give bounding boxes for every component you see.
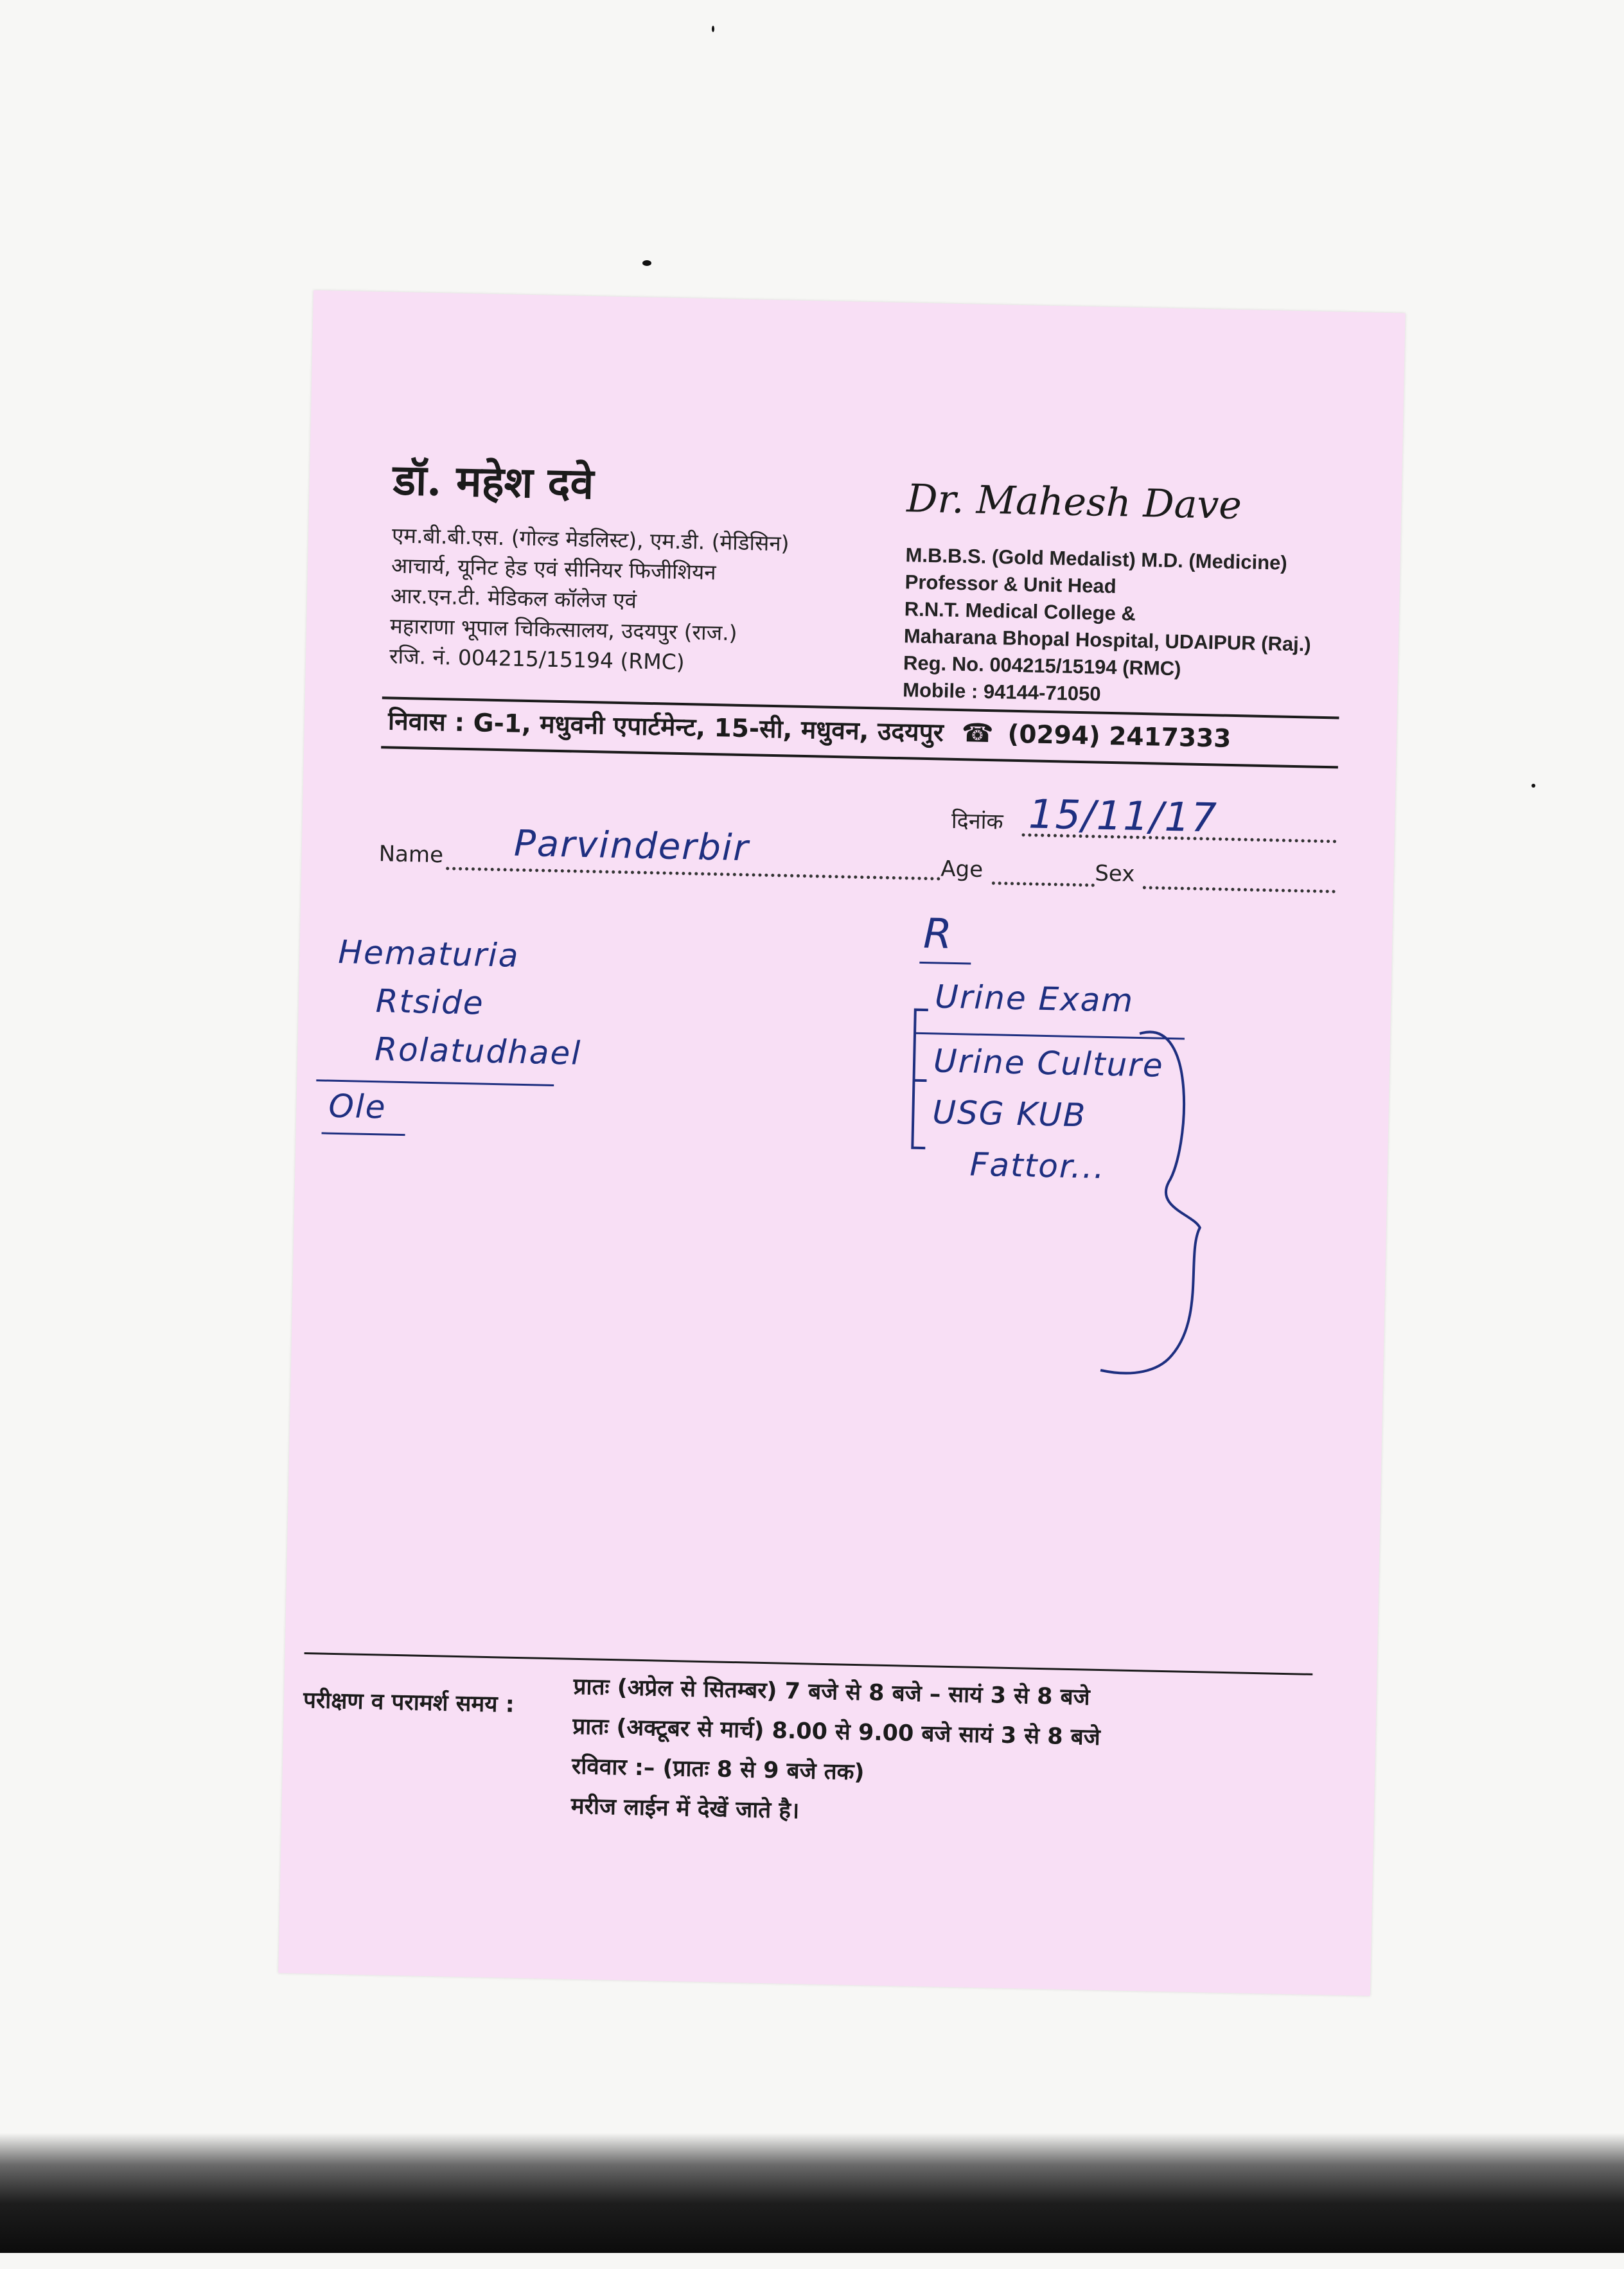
phone-number: (0294) 2417333 — [1007, 720, 1231, 754]
doctor-name-hindi: डॉ. महेश दवे — [393, 454, 595, 509]
timing-label: परीक्षण व परामर्श समय : — [303, 1688, 515, 1718]
designation-hindi: आचार्य, यूनिट हेड एवं सीनियर फिजीशियन — [391, 552, 716, 585]
note-underline — [316, 1079, 554, 1086]
rx-item-1: Urine Exam — [934, 978, 1134, 1020]
rx-symbol: R — [922, 910, 954, 958]
qualification-english: M.B.B.S. (Gold Medalist) M.D. (Medicine) — [905, 543, 1288, 574]
footer-rule — [304, 1652, 1313, 1675]
rx-item-2: Urine Culture — [933, 1042, 1165, 1084]
telephone-icon: ☎ — [961, 718, 994, 749]
note-duration: Ole — [328, 1087, 387, 1126]
hospital-english: Maharana Bhopal Hospital, UDAIPUR (Raj.) — [903, 624, 1312, 656]
note-complaint: Hematuria — [337, 933, 520, 975]
timing-winter: प्रातः (अक्टूबर से मार्च) 8.00 से 9.00 बजे सायं 3 से 8 बजे — [572, 1713, 1101, 1751]
doctor-name-english: Dr. Mahesh Dave — [906, 476, 1242, 529]
address-line — [388, 703, 1231, 754]
note-radiation: Rolatudhael — [374, 1030, 582, 1072]
hospital-hindi: महाराणा भूपाल चिकित्सालय, उदयपुर (राज.) — [389, 613, 737, 646]
college-english: R.N.T. Medical College & — [904, 597, 1136, 625]
patient-name: Parvinderbir — [513, 822, 750, 870]
address-text: निवास : G-1, मधुवनी एपार्टमेन्ट, 15-सी, मधुवन, उदयपुर — [387, 707, 944, 748]
name-dotted-line — [446, 867, 940, 880]
bracket-mark — [893, 1003, 935, 1158]
date-value: 15/11/17 — [1028, 790, 1219, 842]
sex-dotted-line — [1143, 886, 1336, 893]
rx-underline — [919, 962, 971, 965]
name-label: Name — [378, 841, 444, 869]
note-duration-underline — [322, 1132, 405, 1136]
registration-hindi: रजि. नं. 004215/15194 (RMC) — [389, 643, 685, 675]
note-side: Rtside — [375, 982, 485, 1022]
rx-item-4: Fattor... — [969, 1145, 1106, 1186]
timing-sunday: रविवार :– (प्रातः 8 से 9 बजे तक) — [571, 1753, 865, 1786]
queue-note: मरीज लाईन में देखें जाते है। — [570, 1793, 800, 1824]
prescription-slip — [278, 290, 1405, 1996]
date-label: दिनांक — [951, 808, 1004, 835]
age-label: Age — [940, 856, 984, 883]
qualification-hindi: एम.बी.बी.एस. (गोल्ड मेडलिस्ट), एम.डी. (मेडिसिन) — [391, 522, 790, 556]
designation-english: Professor & Unit Head — [905, 570, 1117, 598]
sex-label: Sex — [1094, 860, 1135, 887]
timing-summer: प्रातः (अप्रेल से सितम्बर) 7 बजे से 8 बजे – सायं 3 से 8 बजे — [573, 1673, 1090, 1711]
age-dotted-line — [992, 881, 1095, 887]
mobile-english: Mobile : 94144-71050 — [902, 678, 1101, 705]
registration-english: Reg. No. 004215/15194 (RMC) — [903, 651, 1181, 680]
college-hindi: आर.एन.टी. मेडिकल कॉलेज एवं — [390, 583, 637, 614]
rx-item-3: USG KUB — [931, 1093, 1087, 1134]
